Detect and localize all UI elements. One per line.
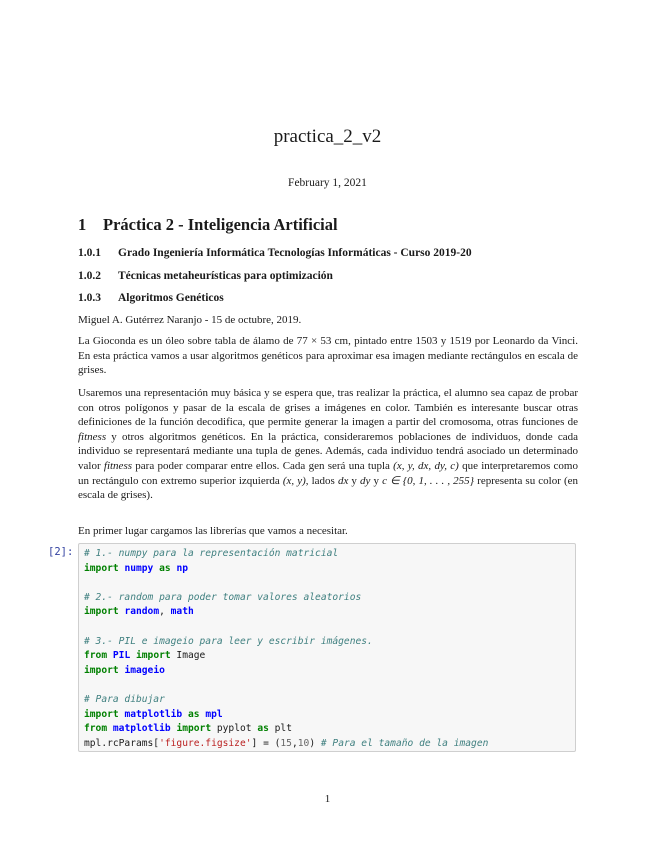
code-token: import (84, 708, 119, 720)
page-number: 1 (324, 793, 331, 805)
subsection-heading (78, 270, 333, 282)
code-token: import (136, 650, 171, 662)
code-line (84, 591, 570, 606)
text-run: y (370, 474, 383, 487)
code-token: np (176, 562, 189, 574)
code-line (84, 693, 570, 708)
text-run: para poder comparar entre ellos. Cada gen será una tupla (132, 459, 394, 472)
subsection-number: 1.0.2 (78, 270, 101, 282)
subsection-heading (78, 247, 472, 259)
code-line (84, 562, 570, 577)
code-token: , (159, 606, 171, 618)
intro-paragraph: La Gioconda es un óleo sobre tabla de álamo de 77 × 53 cm, pintado entre 1503 y 1519 por Leonardo da Vinci. En esta práctica vamos a usar algoritmos genéticos para aproximar esa imagen mediante rectángulos en escala de grises. (78, 335, 578, 377)
code-token: # 1.- numpy para la representación matricial (84, 548, 339, 559)
code-line (84, 664, 570, 679)
code-line (84, 708, 570, 723)
math-dx: dx (337, 474, 349, 487)
code-line (84, 649, 570, 664)
code-line (84, 620, 570, 635)
code-token: , (291, 737, 298, 749)
code-token: 15 (280, 737, 292, 749)
math-color-range: c ∈ {0, 1, . . . , 255} (382, 474, 475, 487)
code-line (84, 678, 570, 693)
code-token: matplotlib (112, 723, 171, 735)
code-line (84, 635, 570, 650)
author-line: Miguel A. Gutérrez Naranjo - 15 de octubre, 2019. (78, 314, 302, 326)
code-token: # Para el tamaño de la imagen (320, 737, 489, 749)
subsection-title: Técnicas metaheurísticas para optimización (118, 270, 333, 282)
code-token: matplotlib (124, 708, 183, 720)
code-token: import (84, 606, 119, 618)
code-token: numpy (124, 562, 154, 574)
code-token: 10 (297, 737, 310, 749)
text-run: , lados (305, 474, 338, 487)
code-token: mpl.rcParams[ (84, 737, 160, 749)
code-line (84, 737, 570, 752)
document-date: February 1, 2021 (288, 177, 367, 189)
description-paragraph (78, 386, 578, 503)
subsection-title: Grado Ingeniería Informática Tecnologías Informáticas - Curso 2019-20 (118, 247, 472, 259)
code-token: PIL (112, 650, 131, 662)
code-line (84, 576, 570, 591)
cell-prompt: [2]: (48, 546, 74, 558)
subsection-title: Algoritmos Genéticos (118, 292, 224, 304)
subsection-number: 1.0.1 (78, 247, 101, 259)
code-token: as (187, 708, 200, 720)
code-token: # Para dibujar (84, 693, 165, 705)
code-token: from (84, 723, 108, 735)
document-title: practica_2_v2 (273, 126, 382, 147)
code-token: math (170, 606, 194, 618)
code-token: 'figure.figsize' (159, 737, 252, 749)
emphasis-fitness: fitness (103, 459, 133, 472)
math-corner: (x, y) (282, 474, 306, 487)
code-token: Image (170, 650, 206, 662)
subsection-heading (78, 292, 224, 304)
code-token: imageio (124, 664, 165, 676)
text-run: representa su color (en escala de grises). (78, 474, 579, 502)
code-line (84, 605, 570, 620)
code-token: # 3.- PIL e imageio para leer y escribir imágenes. (84, 635, 373, 647)
code-token: random (124, 606, 160, 618)
emphasis-fitness: fitness (78, 430, 107, 443)
code-line (84, 722, 570, 737)
math-dy: dy (360, 474, 371, 487)
code-token: ] = ( (251, 737, 281, 749)
section-heading (78, 215, 338, 235)
code-token: # 2.- random para poder tomar valores aleatorios (84, 591, 362, 603)
code-token: as (159, 562, 171, 574)
subsection-number: 1.0.3 (78, 292, 101, 304)
code-token: import (176, 723, 212, 735)
code-token: ) (309, 737, 321, 749)
text-run: y otros algoritmos genéticos. En la práctica, consideraremos poblaciones de individuos, donde cada individuo se representará mediante una tupla de genes. Además, cada individuo tendrá asociado un determinado valor (78, 430, 578, 472)
code-token: import (84, 562, 119, 574)
text-run: que interpretaremos como un rectángulo con extremo superior izquierda (78, 459, 578, 487)
code-token: plt (268, 723, 292, 735)
section-number: 1 (78, 215, 87, 234)
text-run: y (348, 474, 361, 487)
libraries-paragraph: En primer lugar cargamos las librerías que vamos a necesitar. (78, 525, 348, 537)
code-token: from (84, 650, 108, 662)
code-token: import (84, 664, 119, 676)
code-cell[interactable] (78, 543, 576, 752)
code-token: pyplot (211, 723, 258, 735)
section-title: Práctica 2 - Inteligencia Artificial (103, 215, 338, 234)
code-line (84, 547, 570, 562)
math-tuple: (x, y, dx, dy, c) (393, 459, 459, 472)
code-token: mpl (205, 708, 223, 720)
code-token: as (257, 723, 269, 735)
text-run: Usaremos una representación muy básica y se espera que, tras realizar la práctica, el alumno sea capaz de probar con otros polígonos y pasar de la escala de grises a imágenes en color. También es interesante buscar otras definiciones de la función decodifica, que permite generar la imagen a partir del cromosoma, otras funciones de (78, 387, 578, 429)
